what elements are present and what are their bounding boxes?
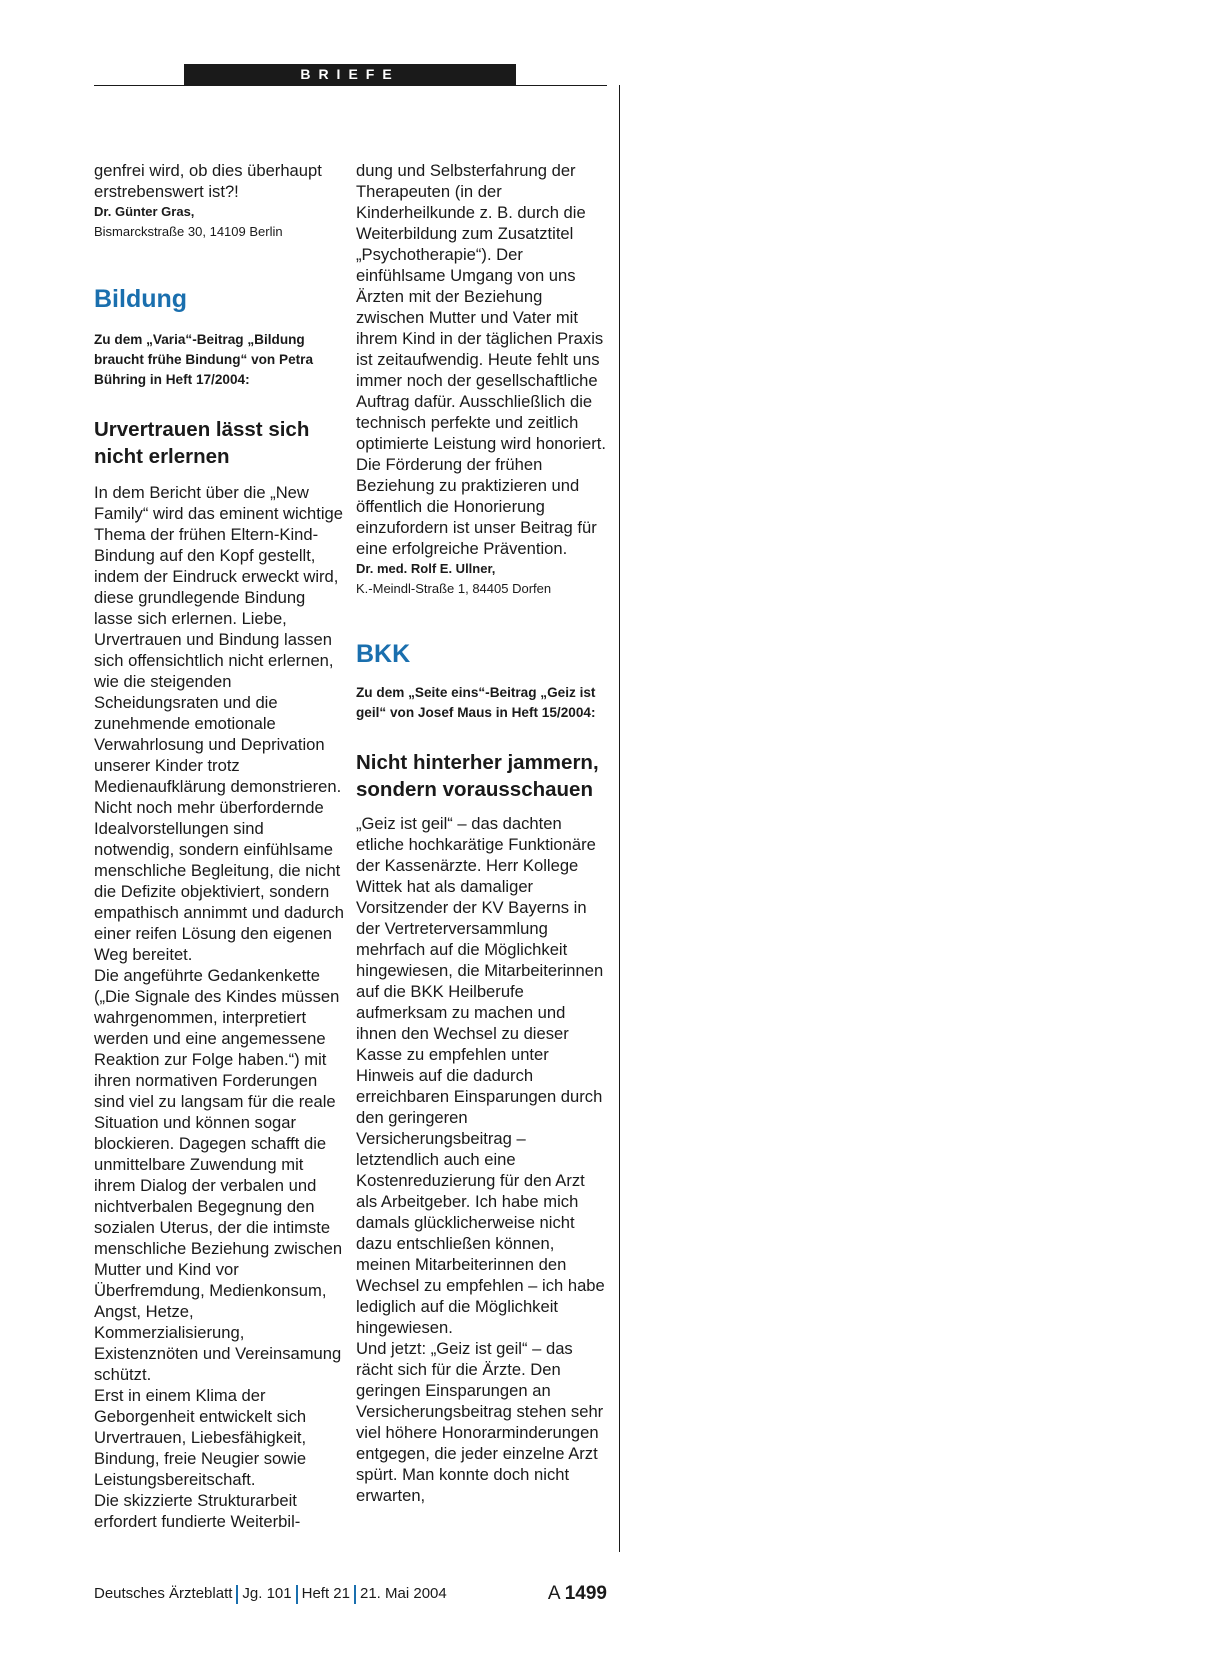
journal-issue: Heft 21 bbox=[301, 1585, 350, 1602]
letter-paragraph: „Geiz ist geil“ – das dachten etliche hochkarätige Funktionäre der Kassenärzte. Herr Kollege Wittek hat als damaliger Vorsitzender der KV Bayerns in der Vertreterversammlung mehrfach auf die Möglichkeit hingewiesen, die Mitarbeiterinnen auf die BKK Heilberufe aufmerksam zu machen und ihnen den Wechsel zu dieser Kasse zu empfehlen unter Hinweis auf die dadurch erreichbaren Einsparungen durch den geringeren Versicherungsbeitrag – letztendlich auch eine Kostenreduzierung für den Arzt als Arbeitgeber. Ich habe mich damals glücklicherweise nicht dazu entschließen können, meinen Mitarbeiterinnen den Wechsel zu empfehlen – ich habe lediglich auf die Möglichkeit hingewiesen. bbox=[356, 814, 605, 1337]
journal-volume: Jg. 101 bbox=[242, 1585, 292, 1602]
column-rule bbox=[619, 85, 620, 1552]
letter-paragraph: In dem Bericht über die „New Family“ wird das eminent wichtige Thema der frühen Eltern-Kind-Bindung auf den Kopf gestellt, indem der Eindruck erweckt wird, diese grundlegende Bindung lasse sich erlernen. Liebe, Urvertrauen und Bindung lassen sich offensichtlich nicht erlernen, wie die steigenden Scheidungsraten und die zunehmende emotionale Verwahrlosung und Deprivation unserer Kinder trotz Medienaufklärung demonstrieren. Nicht noch mehr überfordernde Idealvorstellungen sind notwendig, sondern einfühlsame menschliche Begleitung, die nicht die Defizite objektiviert, sondern empathisch annimmt und dadurch einer reifen Lösung den eigenen Weg bereitet. bbox=[94, 483, 344, 964]
letter-author: Dr. med. Rolf E. Ullner, bbox=[356, 561, 496, 576]
section-label: BRIEFE bbox=[300, 66, 400, 82]
author-address: K.-Meindl-Straße 1, 84405 Dorfen bbox=[356, 581, 552, 596]
section-title-bildung: Bildung bbox=[94, 285, 188, 313]
intro-author: Dr. Günter Gras, bbox=[94, 204, 195, 219]
continued-text: dung und Selbsterfahrung der Therapeuten (in der Kinderheilkunde z. B. durch die Weiterbildung zum Zusatztitel „Psychotherapie“). Der einfühlsame Umgang von uns Ärzten mit der Beziehung zwischen Mutter und Vater mit ihrem Kind in der täglichen Praxis ist zeitaufwendig. Heute fehlt uns immer noch der gesellschaftliche Auftrag dafür. Ausschließlich die technisch perfekte und zeitlich optimierte Leistung wird honoriert. Die Förderung der frühen Beziehung zu praktizieren und öffentlich die Honorierung einzufordern ist unser Beitrag für eine erfolgreiche Prävention. bbox=[356, 161, 606, 558]
footer-separator bbox=[354, 1585, 356, 1604]
intro-text: genfrei wird, ob dies überhaupt erstrebenswert ist?! bbox=[94, 161, 322, 201]
section-title-bkk: BKK bbox=[356, 640, 411, 668]
footer-separator bbox=[296, 1585, 298, 1604]
footer-separator bbox=[236, 1585, 238, 1604]
article-source: Zu dem „Seite eins“-Beitrag „Geiz ist geil“ von Josef Maus in Heft 15/2004: bbox=[356, 685, 596, 720]
right-column bbox=[356, 160, 608, 1506]
page-prefix: A bbox=[547, 1583, 560, 1604]
intro-address: Bismarckstraße 30, 14109 Berlin bbox=[94, 224, 283, 239]
journal-date: 21. Mai 2004 bbox=[360, 1585, 447, 1602]
header-rule bbox=[94, 85, 607, 86]
letter-paragraph: Und jetzt: „Geiz ist geil“ – das rächt sich für die Ärzte. Den geringen Einsparungen an Versicherungsbeitrag stehen sehr viel höhere Honorarminderungen entgegen, die jeder einzelne Arzt spürt. Man konnte doch nicht erwarten, bbox=[356, 1339, 604, 1505]
page-footer bbox=[94, 1582, 607, 1606]
page-number bbox=[548, 1582, 607, 1606]
journal-name: Deutsches Ärzteblatt bbox=[94, 1585, 233, 1602]
letter-headline: Urvertrauen lässt sich nicht erlernen bbox=[94, 418, 310, 468]
page-number-value: 1499 bbox=[564, 1583, 607, 1604]
letter-paragraph: Die angeführte Gedankenkette („Die Signale des Kindes müssen wahrgenommen, interpretiert werden und eine angemessene Reaktion zur Folge haben.“) mit ihren normativen Forderungen sind viel zu langsam für die reale Situation und können sogar blockieren. Dagegen schafft die unmittelbare Zuwendung mit ihrem Dialog der verbalen und nichtverbalen Begegnung den sozialen Uterus, der die intimste menschliche Beziehung zwischen Mutter und Kind vor Überfremdung, Medienkonsum, Angst, Hetze, Kommerzialisierung, Existenznöten und Vereinsamung schützt. bbox=[94, 966, 343, 1384]
letter-headline: Nicht hinterher jammern, sondern vorausschauen bbox=[356, 751, 599, 801]
letter-paragraph: Erst in einem Klima der Geborgenheit entwickelt sich Urvertrauen, Liebesfähigkeit, Bindung, freie Neugier sowie Leistungsbereitschaft. bbox=[94, 1386, 307, 1489]
left-column bbox=[94, 160, 346, 1532]
letter-paragraph: Die skizzierte Strukturarbeit erfordert fundierte Weiterbil- bbox=[94, 1491, 301, 1531]
article-source: Zu dem „Varia“-Beitrag „Bildung braucht frühe Bindung“ von Petra Bühring in Heft 17/2004: bbox=[94, 332, 314, 387]
section-header bbox=[184, 64, 516, 85]
